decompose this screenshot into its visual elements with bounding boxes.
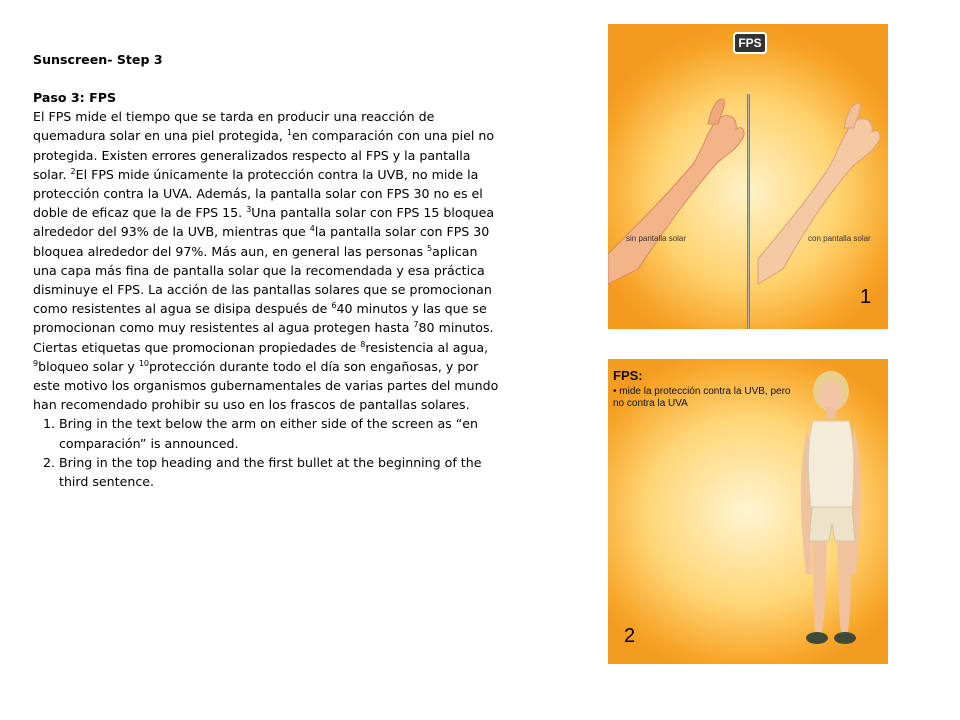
reference-number: 7 [413,320,419,330]
paragraph-text: resistencia al agua, [365,339,489,355]
fps-bullet: • mide la protección contra la UVB, pero no contra la UVA [613,386,791,409]
reference-number: 2 [70,166,76,176]
paragraph-text: El FPS mide únicamente la protección contra la UVB, no mide la protección contra la UVA. Además, la pantalla solar con FPS 30 no es el doble de eficaz que la de FPS 15. [33,166,483,221]
panel-number-2: 2 [624,625,636,647]
paragraph-text: 40 minutos y las que se promocionan como muy resistentes al agua protegen hasta [33,301,487,336]
production-notes-list [33,414,503,491]
paragraph-text: bloqueo solar y [38,358,139,374]
reference-number: 10 [138,358,150,368]
paragraph-text: protección durante todo el día son engañosas, y por este motivo los organismos gubernamentales de varias partes del mundo han recomendado prohibir su uso en los frascos de pantallas solares. [33,358,499,413]
paragraph-text: 80 minutos. Ciertas etiquetas que promocionan propiedades de [33,320,494,355]
image-panel-arms [608,24,888,329]
step-heading: Paso 3: FPS [33,90,117,105]
note-item: 2. Bring in the top heading and the first bullet at the beginning of the third sentence. [59,453,503,491]
reference-number: 4 [309,224,315,234]
reference-number: 5 [427,243,433,253]
paragraph-text: en comparación con una piel no protegida. Existen errores generalizados respecto al FPS y la pantalla solar. [33,128,495,182]
reference-number: 6 [331,301,337,311]
body-paragraph [33,107,503,414]
note-item: 1. Bring in the text below the arm on either side of the screen as “en comparación” is announced. [59,414,503,452]
image-panel-woman [608,359,888,664]
reference-number: 9 [33,358,39,368]
label-without-sunscreen: sin pantalla solar [626,234,687,243]
document-title: Sunscreen- Step 3 [33,52,163,67]
paragraph-text: El FPS mide el tiempo que se tarda en producir una reacción de quemadura solar en una piel protegida, [33,109,435,144]
panel-number-1: 1 [860,286,872,308]
label-with-sunscreen: con pantalla solar [808,234,871,243]
paragraph-text: la pantalla solar con FPS 30 bloquea alrededor del 97%. Más aun, en general las personas [33,224,490,259]
woman-illustration [608,359,888,664]
reference-number: 8 [360,339,366,349]
paragraph-text: Una pantalla solar con FPS 15 bloquea alrededor del 93% de la UVB, mientras que [33,205,495,240]
divider-line [747,94,750,329]
text-column [33,50,503,491]
paragraph-text: aplican una capa más fina de pantalla solar que la recomendada y esa práctica disminuye el FPS. La acción de las pantallas solares que se promocionan como resistentes al agua se disipa después de [33,243,492,317]
reference-number: 1 [286,128,292,138]
fps-heading: FPS: [613,368,643,383]
fps-badge: FPS [733,32,767,54]
reference-number: 3 [246,205,252,215]
